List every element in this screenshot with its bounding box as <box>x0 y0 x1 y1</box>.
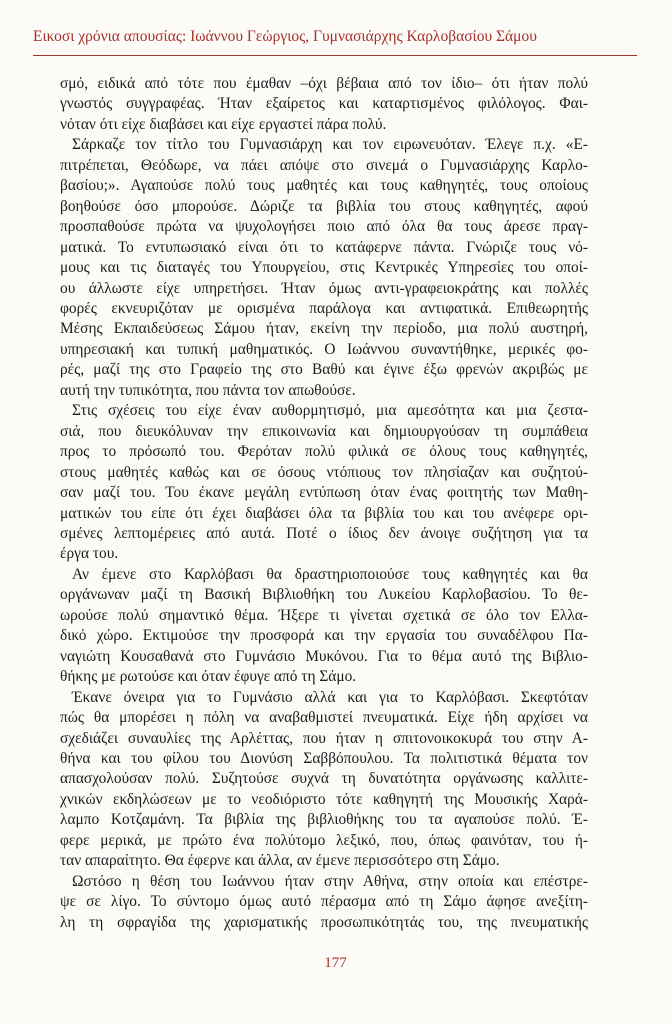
text-line: βοηθούσε όσο μπορούσε. Δώριζε τα βιβλία του στους καθηγητές, αφού <box>60 197 588 215</box>
paragraph <box>60 872 588 933</box>
text-line: θήνα και του φίλου του Διονύση Σαββόπουλου. Τα πολιτιστικά θέματα τον <box>60 749 588 767</box>
text-line: νόταν ότι είχε διαβάσει και είχε εργαστεί πάρα πολύ. <box>60 115 387 133</box>
text-line: ματικών του είπε ότι έχει διαβάσει όλα τα βιβλία του και του ανέφερε ορι- <box>60 504 588 522</box>
text-line: πιτρέπεται, Θεόδωρε, να πάει απόψε στο σινεμά ο Γυμνασιάρχης Καρλο- <box>60 156 588 174</box>
text-line: προσπαθούσε πρώτα να ψυχολογήσει ποιο από όλα θα τους άρεσε πραγ- <box>60 218 588 236</box>
text-line: χνικών εκδηλώσεων με το νεοδιόριστο τότε καθηγητή της Μουσικής Χαρά- <box>60 790 588 808</box>
text-line: προς το πρόσωπό του. Φερόταν πολύ φιλικά σε όλους τους καθηγητές, <box>60 443 588 461</box>
text-line: πώς θα μπορέσει η πόλη να αναβαθμιστεί πνευματικά. Είχε ήδη αρχίσει να <box>60 709 588 727</box>
text-line: αυτή την τυπικότητα, που πάντα τον απωθούσε. <box>60 381 356 399</box>
paragraph <box>60 401 588 565</box>
text-line: ναγιώτη Κουσαθανά στο Γυμνάσιο Μυκόνου. Για το θέμα αυτό της Βιβλιο- <box>60 647 588 665</box>
text-line: ου άλλωστε είχε υπηρετήσει. Ήταν όμως αντι-γραφειοκράτης και πολλές <box>60 279 588 297</box>
text-line: οργάνωναν μαζί τη Βασική Βιβλιοθήκη του Λυκείου Καρλοβασίου. Το θε- <box>60 586 588 604</box>
text-line: σμό, ειδικά από τότε που έμαθαν –όχι βέβαια από τον ίδιο– ότι ήταν πολύ <box>60 75 588 92</box>
paragraph <box>60 135 588 401</box>
text-line: υπηρεσιακή και τυπική μαθηματικός. Ο Ιωάννου συναντήθηκε, μερικές φο- <box>60 340 588 358</box>
text-line: μους και τις διαταγές του Υπουργείου, στις Κεντρικές Υπηρεσίες του οποί- <box>60 259 588 277</box>
text-line: Στις σχέσεις του είχε έναν αυθορμητισμό, μια αμεσότητα και μια ζεστα- <box>72 402 588 420</box>
text-line: θήκης με ρωτούσε και όταν έφυγε από τη Σάμο. <box>60 668 357 686</box>
text-line: ταν απαραίτητο. Θα έφερνε και άλλα, αν έμενε περισσότερο στη Σάμο. <box>60 852 500 870</box>
running-header: Εικοσι χρόνια απουσίας: Ιωάννου Γεώργιος, Γυμνασιάρχης Καρλοβασίου Σάμου <box>33 28 537 45</box>
paragraph <box>60 688 588 872</box>
header-rule <box>33 55 637 56</box>
text-line: γνωστός συγγραφέας. Ήταν εξαίρετος και καταρτισμένος φιλόλογος. Φαι- <box>60 95 588 113</box>
page-number: 177 <box>324 955 347 971</box>
text-line: στους μαθητές καθώς και σε όσους ντόπιους τον πλησίαζαν και συζητού- <box>60 463 588 481</box>
text-line: σαν μαζί του. Του έκανε μεγάλη εντύπωση όταν ένας φοιτητής των Μαθη- <box>60 484 588 502</box>
text-line: φερε μερικά, με πρώτο ένα πολύτομο λεξικό, που, όπως φαινόταν, του ή- <box>60 831 588 849</box>
text-line: ωρούσε πολύ σημαντικό θέμα. Ήξερε τι γίνεται σχετικά σε όλο τον Ελλα- <box>60 606 588 624</box>
text-line: Μέσης Εκπαιδεύσεως Σάμου ήταν, εκείνη την περίοδο, μια πολύ αυστηρή, <box>60 320 588 338</box>
paragraph <box>60 565 588 688</box>
text-line: Αν έμενε στο Καρλόβασι θα δραστηριοποιούσε τους καθηγητές και θα <box>72 565 588 583</box>
text-line: βασίου;». Αγαπούσε πολύ τους μαθητές και τους καθηγητές, τους οποίους <box>60 177 588 195</box>
text-line: φορές εκνευριζόταν με ορισμένα παράλογα και αντιφατικά. Επιθεωρητής <box>60 299 588 317</box>
text-line: δικό χώρο. Εκτιμούσε την προσφορά και την εργασία του συναδέλφου Πα- <box>60 627 588 645</box>
text-line: Σάρκαζε τον τίτλο του Γυμνασιάρχη και τον ειρωνευόταν. Έλεγε π.χ. «Ε- <box>72 136 588 154</box>
text-line: ρές, μαζί της στο Γραφείο της στο Βαθύ και έγινε έξω φρενών ακριβώς με <box>60 361 588 379</box>
text-line: σχεδιάζει συναυλίες της Αρλέττας, που ήταν η σπιτονοικοκυρά του στην Α- <box>60 729 588 747</box>
text-line: Ωστόσο η θέση του Ιωάννου ήταν στην Αθήνα, στην οποία και επέστρε- <box>72 872 588 890</box>
text-line: σιά, που διευκόλυναν την επικοινωνία και δημιουργούσαν τη συμπάθεια <box>60 422 588 440</box>
text-line: λη τη σφραγίδα της χαρισματικής προσωπικότητάς του, της πνευματικής <box>60 913 588 931</box>
text-line: ψε σε λίγο. Το σύντομο όμως αυτό πέρασμα από τη Σάμο άφησε ανεξίτη- <box>60 893 588 911</box>
text-line: λαμπο Κοτζαμάνη. Τα βιβλία της βιβλιοθήκης του τα αγαπούσε πολύ. Έ- <box>60 811 588 829</box>
body-text <box>60 74 588 933</box>
text-line: απασχολούσαν πολύ. Συζητούσε συχνά τη δυνατότητα οργάνωσης καλλιτε- <box>60 770 588 788</box>
text-line: σμένες λεπτομέρειες από αυτά. Ποτέ ο ίδιος δεν άνοιγε συζήτηση για τα <box>60 524 588 542</box>
paragraph <box>60 74 588 135</box>
text-line: Έκανε όνειρα για το Γυμνάσιο αλλά και για το Καρλόβασι. Σκεφτόταν <box>72 688 588 706</box>
text-line: ματικά. Το εντυπωσιακό είναι ότι το κατάφερνε πάντα. Γνώριζε τους νό- <box>60 238 588 256</box>
text-line: έργα του. <box>60 545 119 563</box>
